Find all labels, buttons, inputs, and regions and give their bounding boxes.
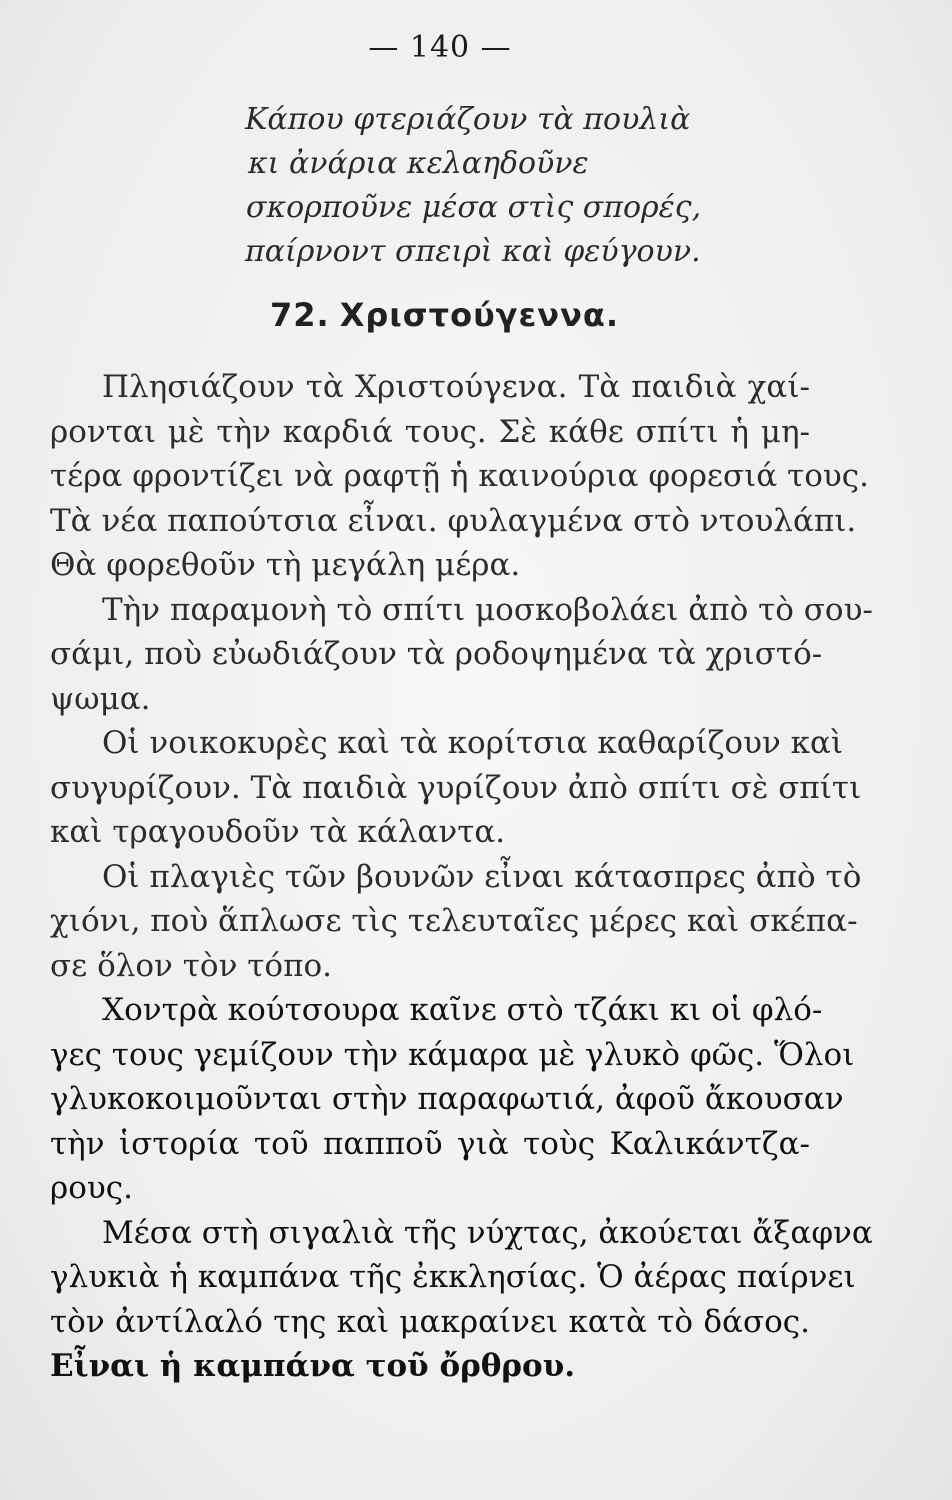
text-line: Τὴν παραμονὴ τὸ σπίτι μοσκοβολάει ἀπὸ τὸ σου- [102, 591, 873, 628]
text-line: χιόνι, ποὺ ἅπλωσε τὶς τελευταῖες μέρες καὶ σκέπα- [50, 903, 858, 939]
section-number: 72. [270, 296, 330, 334]
text-line: γες τους γεμίζουν τὴν κάμαρα μὲ γλυκὸ φῶς. Ὅλοι [50, 1036, 855, 1073]
text-line: Πλησιάζουν τὰ Χριστούγενα. Τὰ παιδιὰ χαί- [102, 369, 810, 405]
text-line: ρους. [50, 1170, 133, 1206]
text-line: Οἱ νοικοκυρὲς καὶ τὰ κορίτσια καθαρίζουν καὶ [102, 725, 844, 761]
section-body [50, 365, 873, 1389]
poem-stanza [245, 98, 765, 274]
text-line: γλυκοκοιμοῦνται στὴν παραφωτιά, ἀφοῦ ἄκουσαν [50, 1081, 844, 1117]
text-line: ψωμα. [50, 680, 151, 717]
section-heading [270, 296, 770, 334]
text-line: σάμι, ποὺ εὐωδιάζουν τὰ ροδοψημένα τὰ χριστό- [50, 636, 823, 672]
poem-line: παίρνοντ σπειρὶ καὶ φεύγουν. [245, 234, 701, 269]
text-line: τέρα φροντίζει νὰ ραφτῇ ἡ καινούρια φορεσιά τους. [50, 458, 869, 494]
text-line: Θὰ φορεθοῦν τὴ μεγάλη μέρα. [50, 547, 521, 583]
section-title: Χριστούγεννα. [339, 296, 620, 334]
text-line: Οἱ πλαγιὲς τῶν βουνῶν εἶναι κάτασπρες ἀπὸ τὸ [102, 858, 862, 895]
poem-line: κι ἀνάρια κελαηδοῦνε [248, 146, 589, 181]
text-line: Χοντρὰ κούτσουρα καῖνε στὸ τζάκι κι οἱ φλό- [102, 992, 823, 1028]
text-line: ρονται μὲ τὴν καρδιά τους. Σὲ κάθε σπίτι ἡ μη- [50, 413, 810, 450]
poem-line: Κάπου φτεριάζουν τὰ πουλιὰ [245, 102, 691, 137]
text-line: τὴν ἱστορία τοῦ παπποῦ γιὰ τοὺς Καλικάντζα- [50, 1125, 810, 1162]
text-line: σε ὅλον τὸν τόπο. [50, 947, 332, 984]
text-line: τὸν ἀντίλαλό της καὶ μακραίνει κατὰ τὸ δάσος. [50, 1303, 810, 1340]
text-line: Τὰ νέα παπούτσια εἶναι. φυλαγμένα στὸ ντουλάπι. [50, 502, 857, 539]
text-line: γλυκιὰ ἡ καμπάνα τῆς ἐκκλησίας. Ὁ ἀέρας παίρνει [50, 1259, 856, 1295]
text-line: καὶ τραγουδοῦν τὰ κάλαντα. [50, 814, 506, 850]
text-line: Εἶναι ἡ καμπάνα τοῦ ὄρθρου. [50, 1348, 576, 1384]
page-number: — 140 — [368, 30, 512, 65]
text-line: συγυρίζουν. Τὰ παιδιὰ γυρίζουν ἀπὸ σπίτι σὲ σπίτι [50, 769, 862, 806]
text-line: Μέσα στὴ σιγαλιὰ τῆς νύχτας, ἀκούεται ἄξαφνα [102, 1214, 873, 1251]
poem-line: σκορποῦνε μέσα στὶς σπορές, [246, 190, 702, 225]
